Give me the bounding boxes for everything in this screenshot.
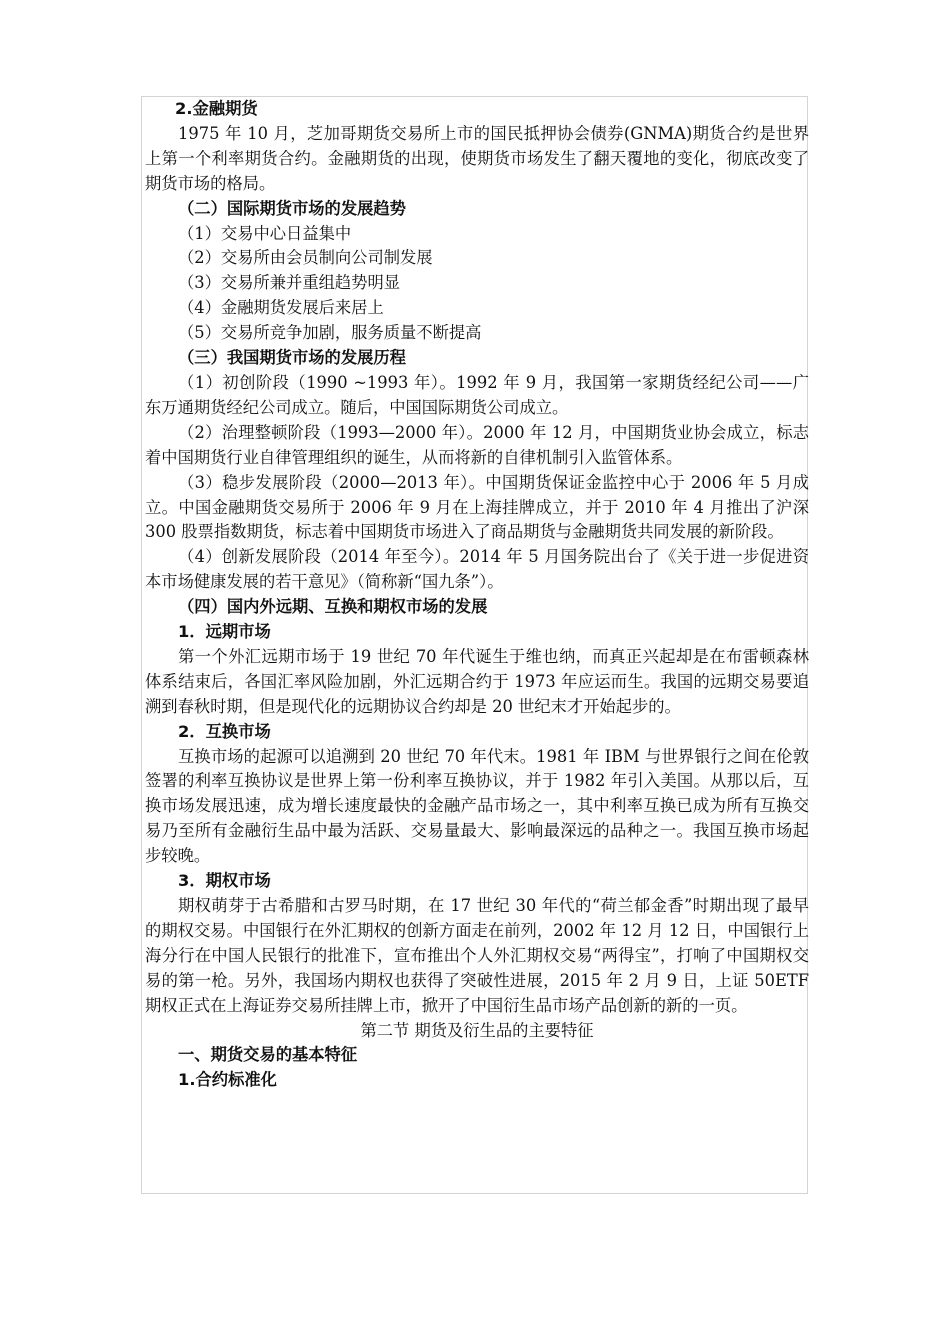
heading-swap-market: 2．互换市场 <box>178 721 271 741</box>
heading-option-market: 3．期权市场 <box>178 871 271 891</box>
paragraph-swap-market: 互换市场的起源可以追溯到 20 世纪 70 年代末。1981 年 IBM 与世界银行之间在伦敦签署的利率互换协议是世界上第一份利率互换协议，并于 1982 年引入美国。从那以后，互换市场发展迅速，成为增长速度最快的金融产品市场之一，其中利率互换已成为所有互换交易乃至所有金融衍生品中最为活跃、交易量最大、影响最深远的品种之一。我国互换市场起步较晚。 <box>145 746 809 866</box>
trend-item: （2）交易所由会员制向公司制发展 <box>178 248 433 268</box>
history-paragraph: （1）初创阶段（1990 ~1993 年）。1992 年 9 月，我国第一家期货经纪公司——广东万通期货经纪公司成立。随后，中国国际期货公司成立。 <box>145 372 809 417</box>
paragraph-gnma: 1975 年 10 月，芝加哥期货交易所上市的国民抵押协会债券(GNMA)期货合约是世界上第一个利率期货合约。金融期货的出现，使期货市场发生了翻天覆地的变化，彻底改变了期货市场的格局。 <box>145 123 809 193</box>
paragraph-forward-market: 第一个外汇远期市场于 19 世纪 70 年代诞生于维也纳，而真正兴起却是在布雷顿森林体系结束后，各国汇率风险加剧，外汇远期合约于 1973 年应运而生。我国的远期交易要追溯到春秋时期，但是现代化的远期协议合约却是 20 世纪末才开始起步的。 <box>145 646 809 716</box>
history-paragraph: （3）稳步发展阶段（2000—2013 年）。中国期货保证金监控中心于 2006 年 5 月成立。中国金融期货交易所于 2006 年 9 月在上海挂牌成立，并于 2010 年 4 月推出了沪深 300 股票指数期货，标志着中国期货市场进入了商品期货与金融期货共同发展的新阶段。 <box>145 472 809 542</box>
section-heading-history: （三）我国期货市场的发展历程 <box>178 348 406 368</box>
section-heading-markets: （四）国内外远期、互换和期权市场的发展 <box>178 597 488 617</box>
trend-item: （1）交易中心日益集中 <box>178 223 352 243</box>
history-paragraph: （4）创新发展阶段（2014 年至今）。2014 年 5 月国务院出台了《关于进一步促进资本市场健康发展的若干意见》（简称新“国九条”）。 <box>145 547 809 592</box>
heading-contract-standardization: 1.合约标准化 <box>178 1070 277 1090</box>
chapter-title: 第二节 期货及衍生品的主要特征 <box>360 1020 594 1040</box>
paragraph-option-market: 期权萌芽于古希腊和古罗马时期，在 17 世纪 30 年代的“荷兰郁金香”时期出现了最早的期权交易。中国银行在外汇期权的创新方面走在前列，2002 年 12 月 12 日，中国银行上海分行在中国人民银行的批准下，宣布推出个人外汇期权交易“两得宝”，打响了中国期权交易的第一枪。另外，我国场内期权也获得了突破性进展，2015 年 2 月 9 日，上证 50ETF 期权正式在上海证券交易所挂牌上市，掀开了中国衍生品市场产品创新的新的一页。 <box>145 896 809 1015</box>
trend-item: （5）交易所竞争加剧，服务质量不断提高 <box>178 323 482 343</box>
section-heading-trend: （二）国际期货市场的发展趋势 <box>178 198 406 218</box>
history-paragraph: （2）治理整顿阶段（1993—2000 年）。2000 年 12 月，中国期货业协会成立，标志着中国期货行业自律管理组织的诞生，从而将新的自律机制引入监管体系。 <box>145 422 809 467</box>
section-heading-basic-features: 一、期货交易的基本特征 <box>178 1045 358 1065</box>
document-body <box>145 97 809 1093</box>
heading-forward-market: 1．远期市场 <box>178 622 271 642</box>
trend-item: （4）金融期货发展后来居上 <box>178 298 384 318</box>
trend-item: （3）交易所兼并重组趋势明显 <box>178 273 401 293</box>
heading-financial-futures: 2.金融期货 <box>175 99 258 118</box>
